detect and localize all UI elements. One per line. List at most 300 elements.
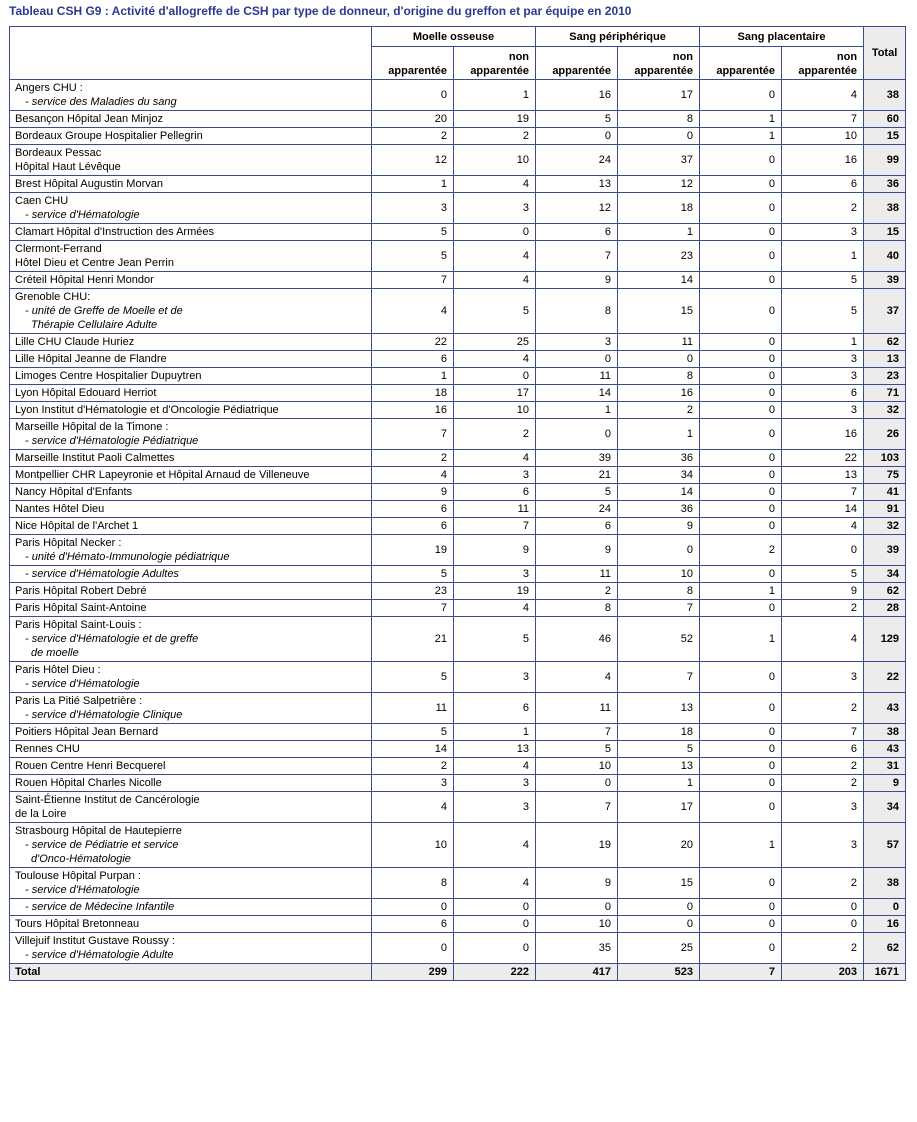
value-cell: 12 [372,145,454,176]
team-name-cell [10,241,372,272]
value-cell: 0 [700,741,782,758]
row-total-cell: 13 [864,351,906,368]
value-cell: 3 [454,662,536,693]
value-cell: 15 [618,289,700,334]
team-name: Villejuif Institut Gustave Roussy : [15,935,175,947]
value-cell: 3 [454,467,536,484]
team-name-cell [10,467,372,484]
team-service: - service d'Hématologie Clinique [25,709,183,721]
value-cell: 24 [536,145,618,176]
team-name-cell [10,334,372,351]
value-cell: 0 [454,224,536,241]
value-cell: 5 [372,724,454,741]
table-row [10,583,906,600]
table-row [10,724,906,741]
team-service: - service d'Hématologie Adultes [25,568,179,580]
value-cell: 0 [700,758,782,775]
row-total-cell: 71 [864,385,906,402]
row-total-cell: 39 [864,272,906,289]
value-cell: 11 [536,693,618,724]
value-cell: 0 [700,775,782,792]
team-name-cell [10,351,372,368]
value-cell: 2 [782,933,864,964]
value-cell: 8 [618,368,700,385]
value-cell: 4 [372,792,454,823]
team-name-cell [10,111,372,128]
value-cell: 1 [454,724,536,741]
value-cell: 4 [372,467,454,484]
value-cell: 2 [372,450,454,467]
row-total-cell: 129 [864,617,906,662]
value-cell: 13 [618,758,700,775]
table-row [10,385,906,402]
header-group-moelle: Moelle osseuse [372,27,536,47]
total-value-cell: 7 [700,964,782,981]
table-row [10,334,906,351]
value-cell: 9 [782,583,864,600]
value-cell: 25 [454,334,536,351]
value-cell: 0 [700,368,782,385]
value-cell: 1 [372,368,454,385]
value-cell: 0 [700,693,782,724]
value-cell: 10 [536,916,618,933]
value-cell: 1 [700,111,782,128]
value-cell: 17 [618,80,700,111]
value-cell: 6 [536,224,618,241]
header-sub-5 [782,47,864,80]
team-name: Nice Hôpital de l'Archet 1 [15,520,139,532]
team-name-cell [10,933,372,964]
team-name-cell [10,518,372,535]
value-cell: 22 [372,334,454,351]
value-cell: 5 [372,662,454,693]
value-cell: 8 [372,868,454,899]
value-cell: 0 [372,80,454,111]
row-total-cell: 57 [864,823,906,868]
value-cell: 6 [454,693,536,724]
value-cell: 0 [536,351,618,368]
value-cell: 8 [536,289,618,334]
value-cell: 35 [536,933,618,964]
value-cell: 1 [618,224,700,241]
value-cell: 11 [536,566,618,583]
team-name: Montpellier CHR Lapeyronie et Hôpital Arnaud de Villeneuve [15,469,310,481]
value-cell: 3 [454,566,536,583]
team-name-cell [10,662,372,693]
value-cell: 18 [618,193,700,224]
table-row [10,617,906,662]
team-service: - service d'Hématologie [25,884,140,896]
team-name-cell [10,385,372,402]
table-row [10,600,906,617]
row-total-cell: 34 [864,792,906,823]
value-cell: 0 [618,916,700,933]
value-cell: 14 [618,272,700,289]
value-cell: 0 [700,916,782,933]
team-name: Besançon Hôpital Jean Minjoz [15,113,163,125]
team-name-cell [10,617,372,662]
value-cell: 0 [372,899,454,916]
header-sub-3 [618,47,700,80]
team-name-cell [10,289,372,334]
team-name: Créteil Hôpital Henri Mondor [15,274,154,286]
value-cell: 4 [454,868,536,899]
value-cell: 21 [372,617,454,662]
team-service: - service de Médecine Infantile [25,901,175,913]
row-total-cell: 28 [864,600,906,617]
value-cell: 13 [454,741,536,758]
row-total-cell: 34 [864,566,906,583]
row-total-cell: 38 [864,724,906,741]
value-cell: 17 [454,385,536,402]
table-row [10,224,906,241]
team-name: Lille Hôpital Jeanne de Flandre [15,353,167,365]
value-cell: 6 [782,385,864,402]
table-row [10,792,906,823]
row-total-cell: 40 [864,241,906,272]
value-cell: 0 [700,80,782,111]
team-name-cell [10,80,372,111]
value-cell: 7 [536,724,618,741]
row-total-cell: 60 [864,111,906,128]
value-cell: 22 [782,450,864,467]
value-cell: 17 [618,792,700,823]
value-cell: 0 [454,899,536,916]
row-total-cell: 99 [864,145,906,176]
total-value-cell: 222 [454,964,536,981]
team-name: Toulouse Hôpital Purpan : [15,870,141,882]
team-name: Rouen Centre Henri Becquerel [15,760,166,772]
table-row [10,80,906,111]
value-cell: 11 [536,368,618,385]
value-cell: 9 [372,484,454,501]
value-cell: 0 [700,402,782,419]
team-service: - service d'Hématologie Adulte [25,949,174,961]
row-total-cell: 15 [864,128,906,145]
value-cell: 0 [618,128,700,145]
value-cell: 7 [618,662,700,693]
value-cell: 16 [618,385,700,402]
value-cell: 12 [536,193,618,224]
row-total-cell: 37 [864,289,906,334]
value-cell: 1 [454,80,536,111]
table-row [10,176,906,193]
value-cell: 0 [536,128,618,145]
value-cell: 14 [782,501,864,518]
team-name: Lyon Hôpital Edouard Herriot [15,387,157,399]
value-cell: 9 [536,272,618,289]
row-total-cell: 32 [864,518,906,535]
value-cell: 3 [782,351,864,368]
value-cell: 16 [536,80,618,111]
team-name: Rouen Hôpital Charles Nicolle [15,777,162,789]
total-value-cell: 299 [372,964,454,981]
row-total-cell: 91 [864,501,906,518]
row-total-cell: 31 [864,758,906,775]
value-cell: 4 [454,823,536,868]
value-cell: 7 [782,484,864,501]
header-group-row [10,27,906,47]
row-total-cell: 15 [864,224,906,241]
header-total: Total [864,27,906,80]
value-cell: 0 [700,566,782,583]
value-cell: 0 [700,518,782,535]
value-cell: 2 [454,419,536,450]
row-total-cell: 22 [864,662,906,693]
team-name: Tours Hôpital Bretonneau [15,918,140,930]
team-name: Paris Hôpital Robert Debré [15,585,147,597]
table-row [10,368,906,385]
table-row [10,916,906,933]
value-cell: 0 [700,933,782,964]
value-cell: 2 [782,193,864,224]
value-cell: 16 [372,402,454,419]
value-cell: 1 [618,775,700,792]
value-cell: 2 [700,535,782,566]
value-cell: 13 [536,176,618,193]
header-sub-line: apparentée [552,65,612,77]
value-cell: 11 [372,693,454,724]
value-cell: 5 [372,224,454,241]
value-cell: 10 [782,128,864,145]
team-name: Bordeaux Groupe Hospitalier Pellegrin [15,130,203,142]
totals-row [10,964,906,981]
value-cell: 3 [454,193,536,224]
value-cell: 7 [782,111,864,128]
team-name-cell [10,583,372,600]
header-sub-2 [536,47,618,80]
value-cell: 1 [782,241,864,272]
value-cell: 52 [618,617,700,662]
team-name-cell [10,775,372,792]
value-cell: 0 [372,933,454,964]
team-name: Caen CHU [15,195,69,207]
total-value-cell: 523 [618,964,700,981]
team-name: Marseille Hôpital de la Timone : [15,421,169,433]
value-cell: 9 [454,535,536,566]
row-total-cell: 62 [864,334,906,351]
team-name-cell [10,899,372,916]
row-total-cell: 62 [864,583,906,600]
value-cell: 6 [536,518,618,535]
team-name: Rennes CHU [15,743,80,755]
row-total-cell: 23 [864,368,906,385]
table-row [10,289,906,334]
table-row [10,419,906,450]
value-cell: 4 [454,450,536,467]
value-cell: 5 [782,566,864,583]
value-cell: 6 [454,484,536,501]
value-cell: 2 [782,758,864,775]
total-value-cell: 417 [536,964,618,981]
header-sub-line: apparentée [634,65,694,77]
value-cell: 4 [454,272,536,289]
value-cell: 0 [782,916,864,933]
team-name-cell [10,501,372,518]
value-cell: 0 [700,385,782,402]
team-name-cell [10,224,372,241]
value-cell: 7 [536,241,618,272]
table-row [10,402,906,419]
header-sub-line: non [836,51,858,63]
value-cell: 19 [372,535,454,566]
row-total-cell: 39 [864,535,906,566]
table-row [10,484,906,501]
team-name: Nancy Hôpital d'Enfants [15,486,133,498]
row-total-cell: 32 [864,402,906,419]
header-sub-line: apparentée [470,65,530,77]
total-value-cell: 203 [782,964,864,981]
row-total-cell: 9 [864,775,906,792]
value-cell: 3 [782,792,864,823]
value-cell: 5 [782,289,864,334]
table-row [10,241,906,272]
value-cell: 46 [536,617,618,662]
table-row [10,193,906,224]
value-cell: 4 [454,241,536,272]
row-total-cell: 62 [864,933,906,964]
value-cell: 21 [536,467,618,484]
value-cell: 14 [536,385,618,402]
value-cell: 4 [454,758,536,775]
value-cell: 12 [618,176,700,193]
team-service: - unité d'Hémato-Immunologie pédiatrique [25,551,230,563]
value-cell: 23 [618,241,700,272]
table-row [10,535,906,566]
value-cell: 5 [454,289,536,334]
row-total-cell: 26 [864,419,906,450]
value-cell: 0 [454,368,536,385]
value-cell: 6 [372,351,454,368]
value-cell: 11 [618,334,700,351]
value-cell: 0 [700,501,782,518]
value-cell: 1 [618,419,700,450]
value-cell: 23 [372,583,454,600]
row-total-cell: 43 [864,741,906,758]
row-total-cell: 36 [864,176,906,193]
value-cell: 1 [700,583,782,600]
value-cell: 4 [454,176,536,193]
value-cell: 0 [536,775,618,792]
value-cell: 3 [782,662,864,693]
value-cell: 3 [782,224,864,241]
value-cell: 1 [782,334,864,351]
value-cell: 18 [618,724,700,741]
team-name-cell [10,693,372,724]
value-cell: 8 [618,111,700,128]
team-name: Clamart Hôpital d'Instruction des Armées [15,226,214,238]
value-cell: 0 [700,899,782,916]
value-cell: 5 [372,241,454,272]
value-cell: 0 [700,145,782,176]
header-team-cell [10,27,372,80]
value-cell: 7 [372,419,454,450]
value-cell: 8 [618,583,700,600]
value-cell: 20 [618,823,700,868]
header-sub-1 [454,47,536,80]
grand-total-cell: 1671 [864,964,906,981]
team-name-cell [10,450,372,467]
table-row [10,467,906,484]
value-cell: 4 [454,600,536,617]
value-cell: 7 [782,724,864,741]
team-name-cell [10,145,372,176]
value-cell: 39 [536,450,618,467]
value-cell: 10 [454,145,536,176]
value-cell: 10 [536,758,618,775]
header-group-sang-peripherique: Sang périphérique [536,27,700,47]
value-cell: 0 [700,600,782,617]
team-name: de la Loire [15,808,67,820]
value-cell: 1 [372,176,454,193]
value-cell: 2 [618,402,700,419]
value-cell: 0 [618,535,700,566]
table-title: Tableau CSH G9 : Activité d'allogreffe de CSH par type de donneur, d'origine du greffon et par équipe en 2010 [9,4,632,18]
table-row [10,518,906,535]
value-cell: 0 [700,272,782,289]
value-cell: 2 [782,693,864,724]
table-body [10,80,906,981]
team-service: - unité de Greffe de Moelle et de [25,305,183,317]
value-cell: 3 [454,792,536,823]
value-cell: 4 [372,289,454,334]
team-service: - service des Maladies du sang [25,96,177,108]
header-group-sang-placentaire: Sang placentaire [700,27,864,47]
value-cell: 0 [700,419,782,450]
table-row [10,899,906,916]
value-cell: 1 [700,128,782,145]
value-cell: 0 [618,899,700,916]
value-cell: 0 [700,467,782,484]
team-name-cell [10,193,372,224]
header-sub-0 [372,47,454,80]
value-cell: 5 [618,741,700,758]
team-name-cell [10,368,372,385]
value-cell: 25 [618,933,700,964]
team-name: Lille CHU Claude Huriez [15,336,135,348]
value-cell: 0 [454,933,536,964]
team-service: - service de Pédiatrie et service [25,839,179,851]
value-cell: 5 [372,566,454,583]
value-cell: 34 [618,467,700,484]
value-cell: 0 [454,916,536,933]
value-cell: 0 [700,241,782,272]
value-cell: 0 [782,899,864,916]
value-cell: 1 [700,823,782,868]
table-row [10,351,906,368]
value-cell: 4 [782,80,864,111]
team-name-cell [10,535,372,566]
value-cell: 2 [372,758,454,775]
value-cell: 5 [454,617,536,662]
team-name: Paris Hôtel Dieu : [15,664,101,676]
value-cell: 4 [782,518,864,535]
team-name: Paris Hôpital Saint-Antoine [15,602,147,614]
team-name: Grenoble CHU: [15,291,91,303]
value-cell: 0 [536,899,618,916]
allograft-activity-table [9,26,906,981]
team-name-cell [10,741,372,758]
value-cell: 2 [536,583,618,600]
value-cell: 37 [618,145,700,176]
value-cell: 7 [454,518,536,535]
team-service: - service d'Hématologie et de greffe [25,633,199,645]
value-cell: 4 [454,351,536,368]
row-total-cell: 38 [864,868,906,899]
value-cell: 1 [536,402,618,419]
table-row [10,823,906,868]
value-cell: 16 [782,145,864,176]
